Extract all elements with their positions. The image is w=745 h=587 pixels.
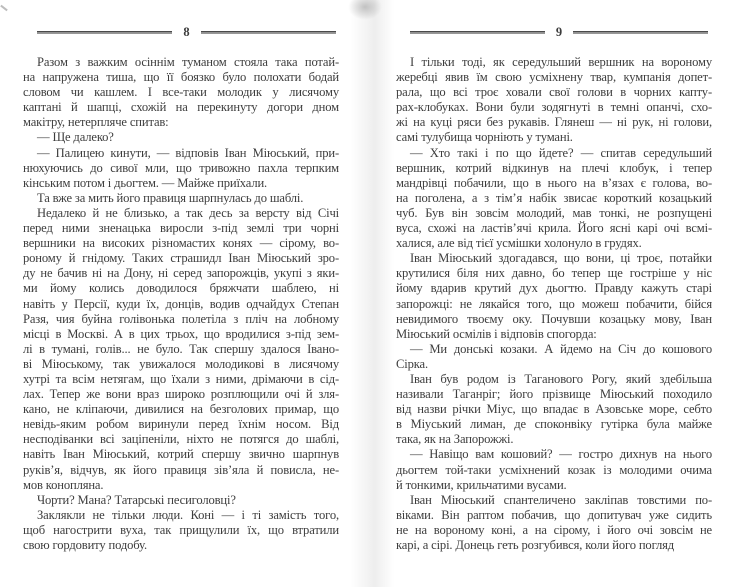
text-line: мов конопляна. <box>23 477 104 492</box>
text-line: невидимого твоєму оку. Почувши козацьку мову, Іван <box>396 311 712 326</box>
page-header <box>37 26 336 39</box>
text-line: — Палицею кинути, — відповів Іван Міюський, при- <box>37 145 339 160</box>
text-line: місці в Москві. А в цих трьох, що вродилися з-під зем- <box>23 326 339 341</box>
text-line: — Ще далеко? <box>37 130 114 145</box>
text-line: карі, а сірі. Донець геть розгубився, коли його погляд <box>396 538 674 552</box>
paragraph <box>396 493 712 553</box>
text-line: Разом з важким осіннім туманом стояла така потай- <box>37 55 339 69</box>
text-line: перед ними зненацька виросли з-під землі три чорні <box>23 221 339 236</box>
text-line: І тільки тоді, як середульший вершник на вороному <box>410 55 712 69</box>
text-line: називали Таганріг; його прізвище Міюський походило <box>396 387 712 402</box>
text-line: запорожці: не лякайся того, що можеш побачити, бійся <box>396 296 712 311</box>
page-number: 9 <box>555 25 563 39</box>
text-line: жеребці явив їм свою усміхнену твар, кумпанія допет- <box>396 70 712 85</box>
text-line: — Хто такі і по що йдете? — спитав середульший <box>410 145 712 160</box>
paragraph <box>396 372 712 447</box>
text-line: Іван Міюський спантеличено закліпав товстими по- <box>410 492 712 507</box>
page-text <box>23 55 339 553</box>
paragraph <box>396 55 712 146</box>
text-line: чуб. Був він зовсім молодий, мав тонкі, не розпущені <box>396 205 712 220</box>
text-line: щоб нагострити вуха, так прищулили їх, що втратили <box>23 522 339 537</box>
paragraph <box>23 146 339 191</box>
text-line: Іван був родом із Таганового Рогу, який здебільша <box>410 371 712 386</box>
text-line: рала, що всі троє ховали свої голови в чорних капту- <box>396 85 712 100</box>
text-line: лі в тумані, голів... не було. Так спершу здалося Івано- <box>23 341 339 356</box>
text-line: Заклякли не тільки люди. Коні — і ті замість того, <box>37 507 339 522</box>
header-rule-right <box>201 31 336 34</box>
paragraph <box>396 447 712 492</box>
text-line: вершники на високих різномастих конях — сірому, во- <box>23 236 339 251</box>
paragraph <box>396 146 712 252</box>
text-line: й тонкими, крильчатими вусами. <box>396 477 567 492</box>
text-line: Сірка. <box>396 356 428 371</box>
text-line: словом чи кашлем. І все-таки молодик у лисячому <box>23 85 339 100</box>
text-line: ві Міюському, так увижалося молодикові в лисячому <box>23 356 339 371</box>
text-line: макітру, нетерпляче спитав: <box>23 115 169 130</box>
header-rule-left <box>410 31 545 34</box>
text-line: на поголена, а з тім’я набік звисає короткий козацький <box>396 190 712 205</box>
text-line: від назви річки Міус, що впадає в Азовське море, себто <box>396 402 712 417</box>
text-line: жі на куці ряси без рукавів. Глянеш — ні рук, ні голови, <box>396 115 712 130</box>
text-line: хутрі та всім нетягам, що їхали з ними, дрімаючи в сід- <box>23 371 339 386</box>
text-line: на напружена тиша, що її боязко було полохати бодай <box>23 70 339 85</box>
text-line: не на вороному коні, а на сірому, і його очі зовсім не <box>396 522 712 537</box>
text-line: крутилися біля них давно, бо тепер ще гостріше у ніс <box>396 266 712 281</box>
paragraph <box>23 55 339 130</box>
text-line: вуса, схожі на ластів’ячі крила. Його ясні карі очі всмі- <box>396 221 712 236</box>
text-line: руків’я, відчув, як його правиця зів’яла й повисла, не- <box>23 462 339 477</box>
text-line: в Міуський лиман, де споконвіку гутірка була майже <box>396 417 712 432</box>
text-line: дьогтем той-таки усміхнений козак із молодими очима <box>396 462 712 477</box>
text-line: Чорти? Мана? Татарські песиголовці? <box>37 492 236 507</box>
text-line: Іван Міюський здогадався, що вони, ці троє, потайки <box>410 251 712 266</box>
paragraph <box>23 206 339 493</box>
text-line: нюхуючись до сивої мли, що тривожно пахла терпким <box>23 160 339 175</box>
page-text <box>396 55 712 553</box>
text-line: самі тулубища чорніють у тумані. <box>396 130 573 145</box>
paragraph <box>23 191 339 206</box>
text-line: навіть у Персії, куди їх, донців, водив одчайдух Степан <box>23 296 339 311</box>
page-left <box>0 0 372 587</box>
paragraph <box>396 251 712 342</box>
page-number: 8 <box>183 25 190 39</box>
text-line: Разя, чия буйна голівонька полетіла з пліч на лобному <box>23 311 339 326</box>
header-rule-right <box>573 31 708 34</box>
header-rule-left <box>37 31 172 34</box>
text-line: каптані й шапці, схожій на перекинуту догори дном <box>23 100 339 115</box>
text-line: — Навіщо вам кошовий? — гостро дихнув на нього <box>410 447 712 462</box>
text-line: кінським потом і дьогтем. — Майже приїхали. <box>23 175 268 190</box>
text-line: мандрівці побачили, що в нього на в’язах є голова, во- <box>396 175 712 190</box>
text-line: навіть Іван Міюський, котрий спершу звично шарпнув <box>23 447 339 462</box>
paragraph <box>396 342 712 372</box>
text-line: Недалеко й не близько, а так десь за версту від Січі <box>37 205 339 220</box>
text-line: невідь-яким робом виринули перед їхнім носом. Від <box>23 417 339 432</box>
text-line: така, як на Запорожжі. <box>396 432 514 447</box>
paragraph <box>23 508 339 553</box>
text-line: вершник, котрий відкинув на плечі клобук, і тепер <box>396 160 712 175</box>
text-line: свою гордовиту подобу. <box>23 538 147 552</box>
text-line: лах. Тепер же вони враз широко розплющили очі й зля- <box>23 387 339 402</box>
text-line: ду не бачив ні на Дону, ні серед запорожців, укупі з яки- <box>23 266 339 281</box>
text-line: рах-клобуках. Вони були зодягнуті в темні опанчі, схо- <box>396 100 712 115</box>
paragraph <box>23 130 339 145</box>
page-header <box>410 26 708 39</box>
text-line: Та вже за мить його правиця шарпнулась до шаблі. <box>37 190 304 205</box>
text-line: Міюський осмілів і відповів спогорда: <box>396 326 597 341</box>
text-line: несподіванки всі заціпеніли, ніхто не потягся до шаблі, <box>23 432 339 447</box>
text-line: віками. Він раптом побачив, що допитувач уже сидить <box>396 507 712 522</box>
text-line: роному й гнідому. Таких страшидл Іван Міюський зро- <box>23 251 339 266</box>
text-line: ми йому колись доводилося бряжчати шаблею, ні <box>23 281 339 296</box>
text-line: халися, але від тієї усмішки холонуло в грудях. <box>396 236 642 251</box>
text-line: йому вдарив крутий дух дьогтю. Правду кажуть старі <box>396 281 712 296</box>
page-right <box>372 0 744 587</box>
text-line: — Ми донські козаки. А йдемо на Січ до кошового <box>410 341 712 356</box>
text-line: кано, не кліпаючи, дивилися на безголових примар, що <box>23 402 339 417</box>
paragraph <box>23 493 339 508</box>
